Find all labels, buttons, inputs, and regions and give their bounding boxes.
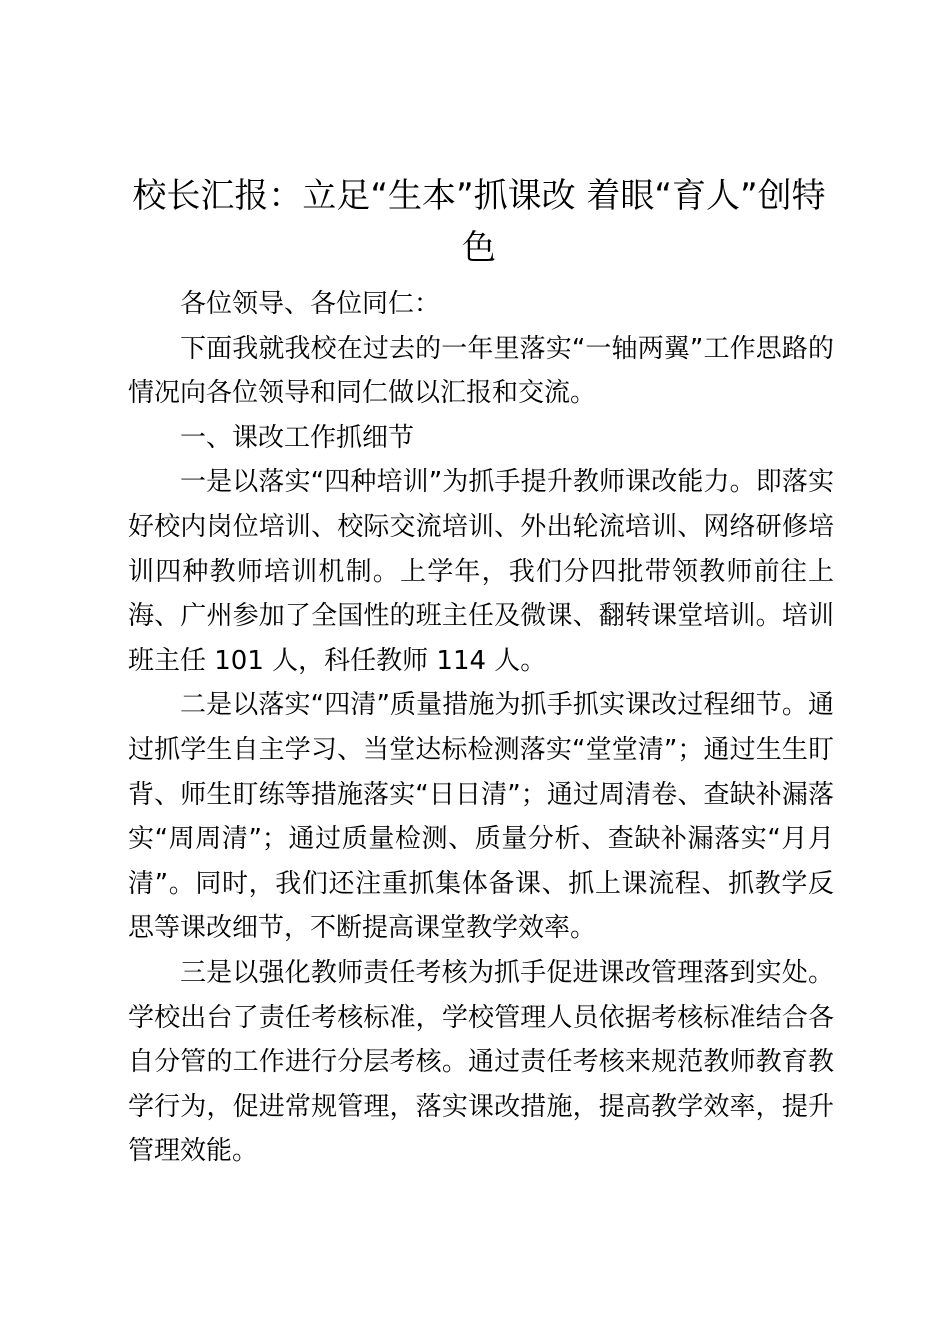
intro-paragraph: 下面我就我校在过去的一年里落实“一轴两翼”工作思路的情况向各位领导和同仁做以汇报和交流。: [128, 333, 834, 409]
paragraph-training: 一是以落实“四种培训”为抓手提升教师课改能力。即落实好校内岗位培训、校际交流培训、外出轮流培训、网络研修培训四种教师培训机制。上学年，我们分四批带领教师前往上海、广州参加了全国性的班主任及微课、翻转课堂培训。培训班主任 101 人，科任教师 114 人。: [128, 467, 834, 676]
paragraph-four-clear: 二是以落实“四清”质量措施为抓手抓实课改过程细节。通过抓学生自主学习、当堂达标检测落实“堂堂清”；通过生生盯背、师生盯练等措施落实“日日清”；通过周清卷、查缺补漏落实“周周清”；通过质量检测、质量分析、查缺补漏落实“月月清”。同时，我们还注重抓集体备课、抓上课流程、抓教学反思等课改细节，不断提高课堂教学效率。: [128, 690, 834, 944]
paragraph-assessment: 三是以强化教师责任考核为抓手促进课改管理落到实处。学校出台了责任考核标准，学校管理人员依据考核标准结合各自分管的工作进行分层考核。通过责任考核来规范教师教育教学行为，促进常规管理，落实课改措施，提高教学效率，提升管理效能。: [128, 957, 834, 1167]
salutation: 各位领导、各位同仁：: [180, 289, 441, 319]
document-body: [128, 282, 834, 1174]
document-title: 校长汇报：立足“生本”抓课改 着眼“育人”创特色: [132, 176, 826, 268]
section-heading: 一、课改工作抓细节: [180, 422, 415, 453]
